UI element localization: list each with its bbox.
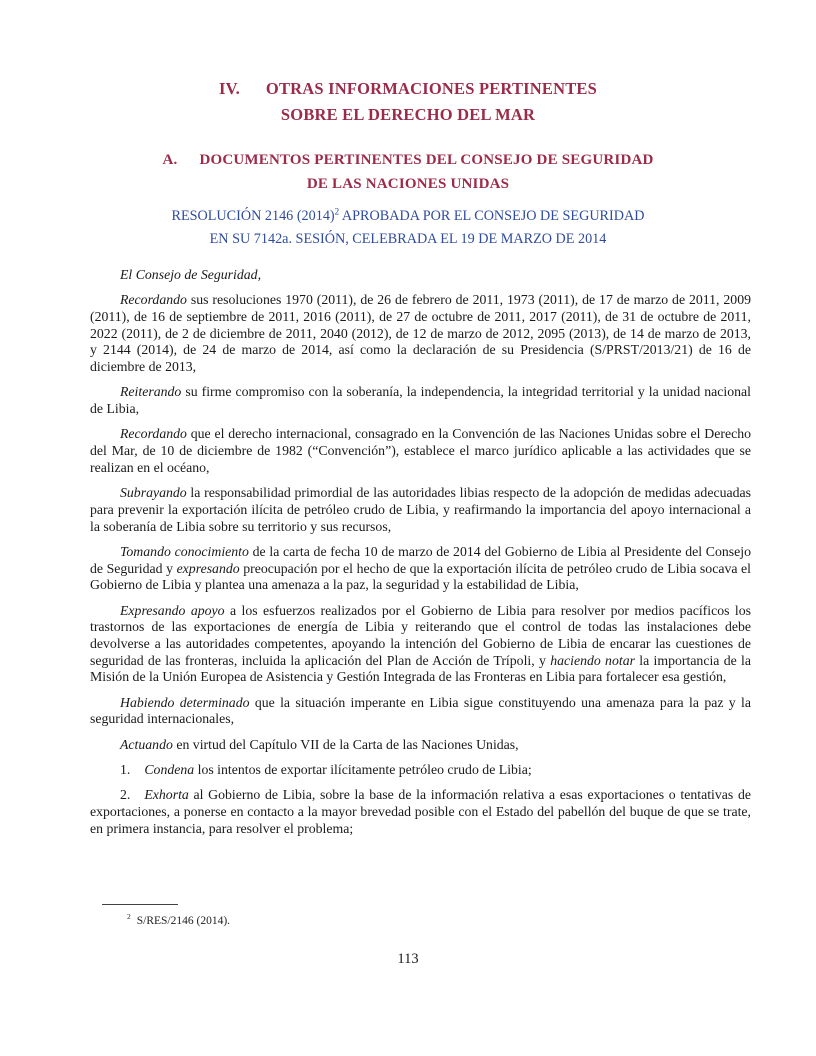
section-heading-line1: OTRAS INFORMACIONES PERTINENTES xyxy=(265,79,598,98)
resolution-paragraph xyxy=(90,485,751,535)
subsection-heading-line2: DE LAS NACIONES UNIDAS xyxy=(306,176,510,192)
resolution-operative-paragraph xyxy=(90,787,751,837)
footnote xyxy=(127,914,751,928)
resolution-paragraphs xyxy=(90,267,751,837)
footnote-reference-marker: 2 xyxy=(334,206,340,217)
resolution-paragraph xyxy=(90,384,751,417)
text-segment: que la situación imperante en Libia sigue constituyendo una amenaza para la paz y la seguridad internacionales, xyxy=(90,694,751,727)
italic-text-segment: Recordando xyxy=(120,426,187,442)
text-segment: la importancia de la Misión de la Unión Europea de Asistencia y Gestión Integrada de las Fronteras en Libia para fortalecer esa gestión, xyxy=(90,652,751,685)
subsection-heading xyxy=(90,148,751,196)
resolution-title xyxy=(90,205,751,251)
resolution-paragraph xyxy=(90,737,751,754)
resolution-operative-paragraph xyxy=(90,762,751,779)
resolution-paragraph xyxy=(90,426,751,476)
section-heading xyxy=(90,76,751,128)
footnote-separator-rule xyxy=(102,904,178,905)
text-segment: su firme compromiso con la soberanía, la independencia, la integridad territorial y la unidad nacional de Libia, xyxy=(90,384,751,417)
footnote-ref: 2 xyxy=(127,912,131,922)
resolution-paragraph xyxy=(90,292,751,376)
footnote-section xyxy=(90,904,751,928)
page-number: 113 xyxy=(397,951,419,967)
italic-text-segment: Expresando apoyo xyxy=(120,602,225,618)
section-numeral: IV. xyxy=(218,79,240,98)
text-segment: que el derecho internacional, consagrado en la Convención de las Naciones Unidas sobre el Derecho del Mar, de 10 de diciembre de 1982 (“Convención”), establece el marco jurídico aplicable a las actividades que se realizan en el océano, xyxy=(90,426,751,475)
resolution-title-line1-after-ref: APROBADA POR EL CONSEJO DE SEGURIDAD xyxy=(339,208,645,224)
resolution-paragraph xyxy=(90,603,751,687)
paragraph-number: 1. xyxy=(120,761,131,777)
italic-text-segment: Actuando xyxy=(120,736,173,752)
italic-text-segment: Tomando conocimiento xyxy=(120,543,249,559)
page-content xyxy=(90,76,751,837)
italic-text-segment: haciendo notar xyxy=(550,652,635,668)
text-segment: de la carta de fecha 10 de marzo de 2014 del Gobierno de Libia al Presidente del Consejo de Seguridad y xyxy=(90,543,751,576)
section-heading-line2: SOBRE EL DERECHO DEL MAR xyxy=(280,105,536,124)
paragraph-number: 2. xyxy=(120,787,131,803)
italic-text-segment: Recordando xyxy=(120,292,187,308)
italic-text-segment: expresando xyxy=(176,560,240,576)
italic-text-segment: Exhorta xyxy=(144,787,189,803)
resolution-paragraph xyxy=(90,267,751,284)
text-segment: al Gobierno de Libia, sobre la base de la información relativa a esas exportaciones o tentativas de exportaciones, a ponerse en contacto a la mayor brevedad posible con el Estado del pabellón del buque de que se trate, en primera instancia, para resolver el problema; xyxy=(90,787,751,836)
text-segment: en virtud del Capítulo VII de la Carta de las Naciones Unidas, xyxy=(172,736,519,752)
subsection-letter: A. xyxy=(162,152,178,168)
footnote-text: S/RES/2146 (2014). xyxy=(136,915,231,927)
resolution-title-line2: EN SU 7142a. SESIÓN, CELEBRADA EL 19 DE MARZO DE 2014 xyxy=(209,231,607,247)
italic-text-segment: Subrayando xyxy=(120,485,187,501)
text-segment: sus resoluciones 1970 (2011), de 26 de febrero de 2011, 1973 (2011), de 17 de marzo de 2011, 2009 (2011), de 16 de septiembre de 2011, 2016 (2011), de 27 de octubre de 2011, 2017 (2011), de 31 de octubre de 2011, 2022 (2011), de 2 de diciembre de 2011, 2040 (2012), de 12 de marzo de 2012, 2095 (2013), de 14 de marzo de 2013, y 2144 (2014), de 24 de marzo de 2014, así como la declaración de su Presidencia (S/PRST/2013/21) de 16 de diciembre de 2013, xyxy=(90,292,751,375)
subsection-heading-line1: DOCUMENTOS PERTINENTES DEL CONSEJO DE SEGURIDAD xyxy=(199,152,654,168)
italic-text-segment: Condena xyxy=(144,761,195,777)
resolution-paragraph xyxy=(90,544,751,594)
italic-text-segment: Habiendo determinado xyxy=(120,694,250,710)
text-segment: preocupación por el hecho de que la exportación ilícita de petróleo crudo de Libia socava el Gobierno de Libia y plantea una amenaza a la paz, la seguridad y la estabilidad de Libia, xyxy=(90,560,751,593)
italic-text-segment: El Consejo de Seguridad, xyxy=(120,267,262,282)
italic-text-segment: Reiterando xyxy=(120,384,182,400)
text-segment: los intentos de exportar ilícitamente petróleo crudo de Libia; xyxy=(194,761,532,777)
text-segment: a los esfuerzos realizados por el Gobierno de Libia para resolver por medios pacíficos los trastornos de las exportaciones de energía de Libia y reiterando que el control de todas las instalaciones debe devolverse a las autoridades competentes, apoyando la intención del Gobierno de Libia de encarar las cuestiones de seguridad de las fronteras, incluida la aplicación del Plan de Acción de Trípoli, y xyxy=(90,602,751,668)
text-segment: la responsabilidad primordial de las autoridades libias respecto de la adopción de medidas adecuadas para prevenir la exportación ilícita de petróleo crudo de Libia, y reafirmando la importancia del apoyo internacional a la soberanía de Libia sobre su territorio y sus recursos, xyxy=(90,485,751,534)
resolution-title-line1-before-ref: RESOLUCIÓN 2146 (2014) xyxy=(171,208,335,224)
resolution-paragraph xyxy=(90,695,751,728)
